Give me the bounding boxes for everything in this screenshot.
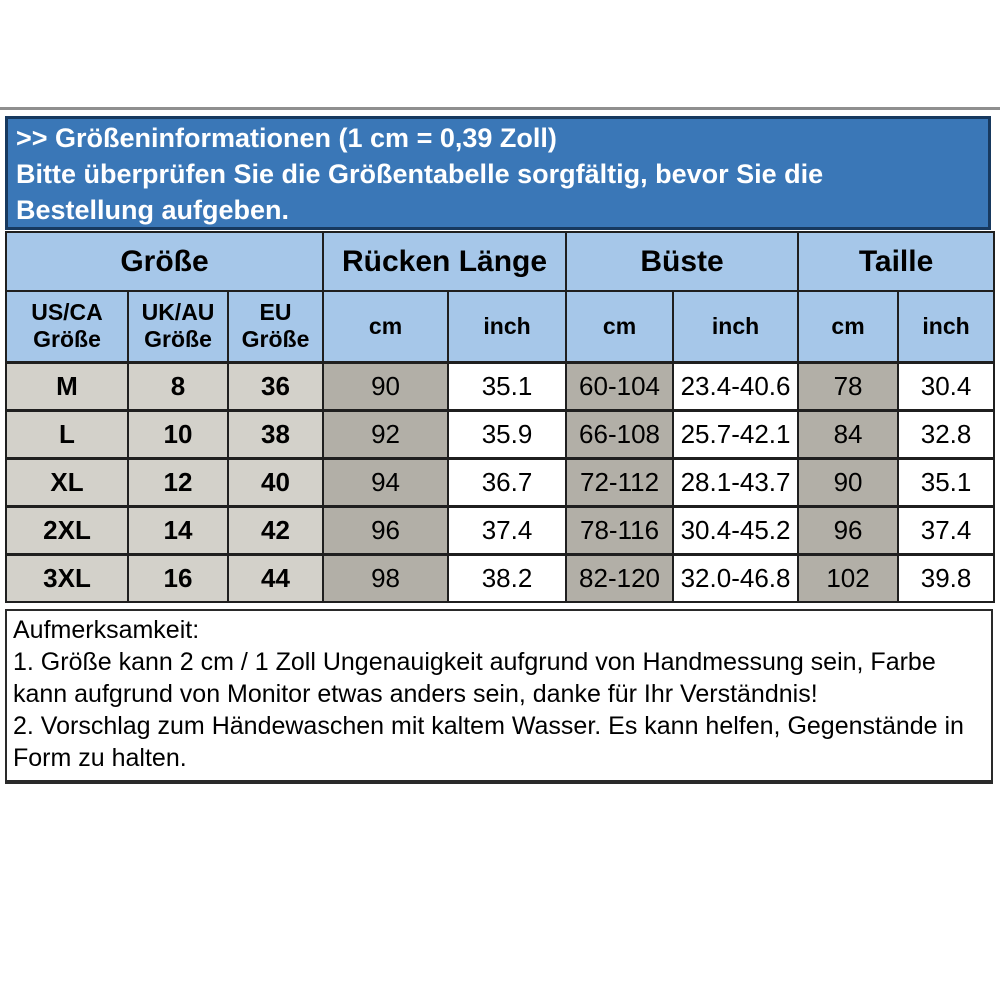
size-table <box>5 231 995 603</box>
ukau-size-cell: 16 <box>128 554 228 602</box>
sub-header-usca: US/CA Größe <box>6 291 128 362</box>
notes-title: Aufmerksamkeit: <box>13 616 200 644</box>
sub-header-row <box>6 291 994 362</box>
size-info-banner <box>5 116 991 230</box>
group-header-waist: Taille <box>798 232 994 291</box>
back-inch-cell: 35.1 <box>448 362 566 410</box>
bust-inch-cell: 23.4-40.6 <box>673 362 798 410</box>
note-measurement-disclaimer: 1. Größe kann 2 cm / 1 Zoll Ungenauigkeit aufgrund von Handmessung sein, Farbe kann aufgrund von Monitor etwas anders sein, danke für Ihr Verständnis! <box>13 648 936 708</box>
ukau-size-cell: 14 <box>128 506 228 554</box>
waist-cm-cell: 102 <box>798 554 898 602</box>
waist-inch-cell: 37.4 <box>898 506 994 554</box>
waist-cm-cell: 84 <box>798 410 898 458</box>
eu-size-cell: 40 <box>228 458 323 506</box>
back-inch-cell: 36.7 <box>448 458 566 506</box>
back-inch-cell: 35.9 <box>448 410 566 458</box>
table-row-l <box>6 410 994 458</box>
waist-inch-cell: 35.1 <box>898 458 994 506</box>
eu-size-cell: 38 <box>228 410 323 458</box>
size-label-cell: XL <box>6 458 128 506</box>
ukau-size-cell: 8 <box>128 362 228 410</box>
size-label-cell: 2XL <box>6 506 128 554</box>
bust-cm-cell: 66-108 <box>566 410 673 458</box>
sub-header-back-cm: cm <box>323 291 448 362</box>
ukau-size-cell: 12 <box>128 458 228 506</box>
back-cm-cell: 98 <box>323 554 448 602</box>
bust-inch-cell: 28.1-43.7 <box>673 458 798 506</box>
sub-header-bust-inch: inch <box>673 291 798 362</box>
waist-inch-cell: 32.8 <box>898 410 994 458</box>
group-header-row <box>6 232 994 291</box>
bust-cm-cell: 82-120 <box>566 554 673 602</box>
sub-header-back-inch: inch <box>448 291 566 362</box>
sub-header-ukau: UK/AU Größe <box>128 291 228 362</box>
bust-cm-cell: 78-116 <box>566 506 673 554</box>
sub-header-waist-inch: inch <box>898 291 994 362</box>
sub-header-bust-cm: cm <box>566 291 673 362</box>
notes-box <box>5 609 993 784</box>
bust-inch-cell: 25.7-42.1 <box>673 410 798 458</box>
size-label-cell: M <box>6 362 128 410</box>
group-header-back-length: Rücken Länge <box>323 232 566 291</box>
back-inch-cell: 38.2 <box>448 554 566 602</box>
back-cm-cell: 90 <box>323 362 448 410</box>
waist-cm-cell: 78 <box>798 362 898 410</box>
waist-cm-cell: 90 <box>798 458 898 506</box>
banner-title: >> Größeninformationen (1 cm = 0,39 Zoll) <box>16 123 557 153</box>
table-row-2xl <box>6 506 994 554</box>
table-row-m <box>6 362 994 410</box>
back-cm-cell: 92 <box>323 410 448 458</box>
sub-header-eu: EU Größe <box>228 291 323 362</box>
back-inch-cell: 37.4 <box>448 506 566 554</box>
waist-inch-cell: 39.8 <box>898 554 994 602</box>
back-cm-cell: 94 <box>323 458 448 506</box>
eu-size-cell: 44 <box>228 554 323 602</box>
bust-inch-cell: 30.4-45.2 <box>673 506 798 554</box>
banner-subtitle-line2: Bestellung aufgeben. <box>16 195 290 225</box>
waist-inch-cell: 30.4 <box>898 362 994 410</box>
bust-cm-cell: 60-104 <box>566 362 673 410</box>
back-cm-cell: 96 <box>323 506 448 554</box>
bust-inch-cell: 32.0-46.8 <box>673 554 798 602</box>
eu-size-cell: 42 <box>228 506 323 554</box>
table-row-xl <box>6 458 994 506</box>
group-header-bust: Büste <box>566 232 798 291</box>
table-row-3xl <box>6 554 994 602</box>
top-divider-line <box>0 107 1000 110</box>
banner-subtitle-line1: Bitte überprüfen Sie die Größentabelle sorgfältig, bevor Sie die <box>16 159 824 189</box>
size-label-cell: 3XL <box>6 554 128 602</box>
eu-size-cell: 36 <box>228 362 323 410</box>
sub-header-waist-cm: cm <box>798 291 898 362</box>
ukau-size-cell: 10 <box>128 410 228 458</box>
size-label-cell: L <box>6 410 128 458</box>
group-header-size: Größe <box>6 232 323 291</box>
waist-cm-cell: 96 <box>798 506 898 554</box>
bust-cm-cell: 72-112 <box>566 458 673 506</box>
note-washing-suggestion: 2. Vorschlag zum Händewaschen mit kaltem Wasser. Es kann helfen, Gegenstände in Form zu halten. <box>13 712 964 772</box>
